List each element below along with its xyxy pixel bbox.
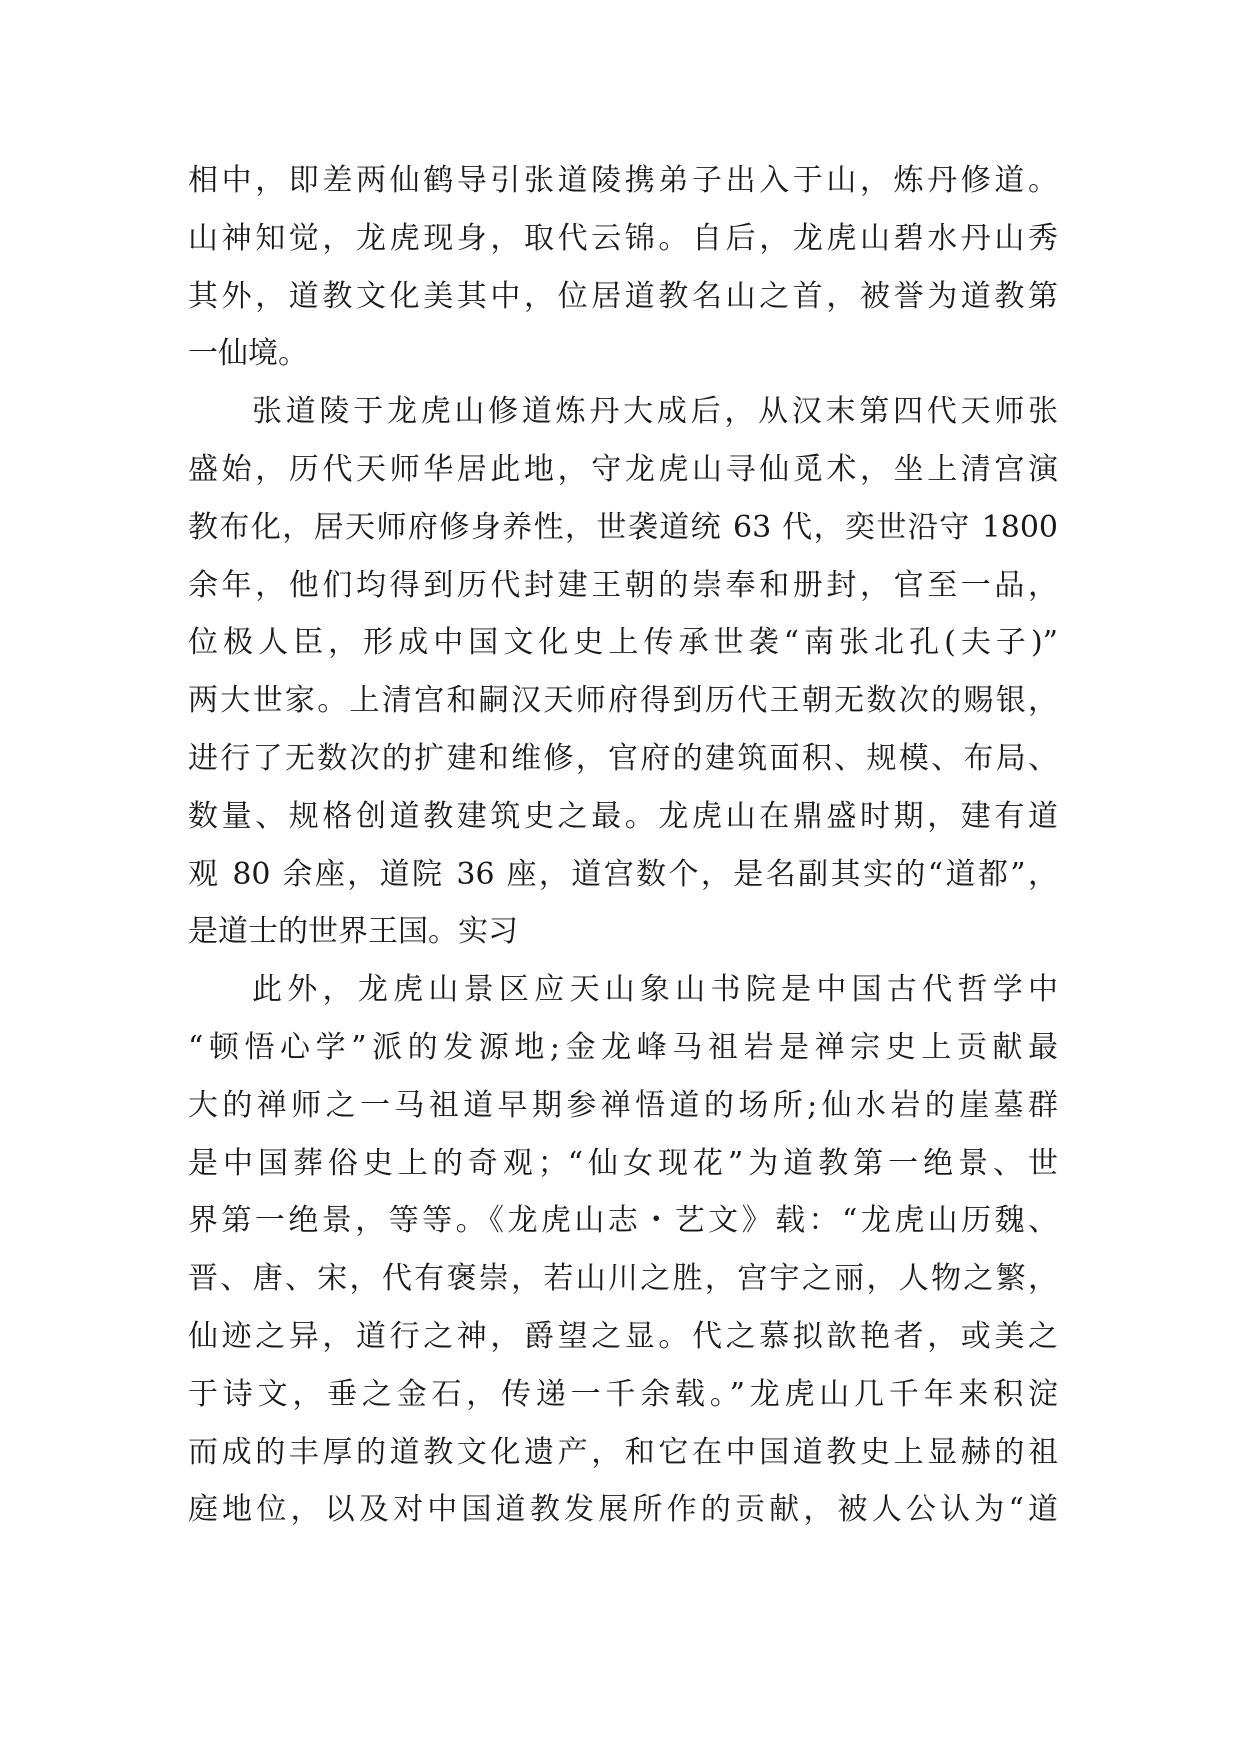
text-line: 而成的丰厚的道教文化遗产，和它在中国道教史上显赫的祖 <box>188 1434 1058 1470</box>
text-line: 晋、唐、宋，代有褒崇，若山川之胜，宫宇之丽，人物之繁， <box>188 1261 1058 1297</box>
text-line: 界第一绝景，等等。《龙虎山志・艺文》载：“龙虎山历魏、 <box>188 1203 1058 1239</box>
body-text <box>188 152 1058 1539</box>
text-line: 此外，龙虎山景区应天山象山书院是中国古代哲学中 <box>252 972 1058 1008</box>
text-line: 盛始，历代天师华居此地，守龙虎山寻仙觅术，坐上清宫演 <box>188 451 1058 487</box>
text-line: 一仙境。 <box>188 336 308 372</box>
text-line: 位极人臣，形成中国文化史上传承世袭“南张北孔(夫子)” <box>188 625 1058 661</box>
text-line: 大的禅师之一马祖道早期参禅悟道的场所;仙水岩的崖墓群 <box>188 1087 1058 1123</box>
text-line: 其外，道教文化美其中，位居道教名山之首，被誉为道教第 <box>188 278 1058 314</box>
text-line: 相中，即差两仙鹤导引张道陵携弟子出入于山，炼丹修道。 <box>188 163 1058 198</box>
text-line: 观 80 余座，道院 36 座，道宫数个，是名副其实的“道都”， <box>188 856 1058 892</box>
text-line: 于诗文，垂之金石，传递一千余载。”龙虎山几千年来积淀 <box>188 1376 1058 1412</box>
text-line: 教布化，居天师府修身养性，世袭道统 63 代，奕世沿守 1800 <box>188 509 1058 545</box>
text-line: 山神知觉，龙虎现身，取代云锦。自后，龙虎山碧水丹山秀 <box>188 220 1058 256</box>
text-line: 余年，他们均得到历代封建王朝的崇奉和册封，官至一品， <box>188 567 1058 603</box>
text-line: 庭地位，以及对中国道教发展所作的贡献，被人公认为“道 <box>188 1492 1058 1528</box>
text-line: 是道士的世界王国。实习 <box>188 914 518 950</box>
text-line: 数量、规格创道教建筑史之最。龙虎山在鼎盛时期，建有道 <box>188 798 1058 834</box>
text-line: 张道陵于龙虎山修道炼丹大成后，从汉末第四代天师张 <box>252 394 1058 430</box>
text-line: 是中国葬俗史上的奇观；“仙女现花”为道教第一绝景、世 <box>188 1145 1058 1181</box>
text-line: “顿悟心学”派的发源地;金龙峰马祖岩是禅宗史上贡献最 <box>188 1029 1058 1065</box>
text-line: 两大世家。上清宫和嗣汉天师府得到历代王朝无数次的赐银， <box>188 683 1058 719</box>
text-line: 仙迹之异，道行之神，爵望之显。代之慕拟歆艳者，或美之 <box>188 1318 1058 1354</box>
text-line: 进行了无数次的扩建和维修，官府的建筑面积、规模、布局、 <box>188 740 1058 776</box>
